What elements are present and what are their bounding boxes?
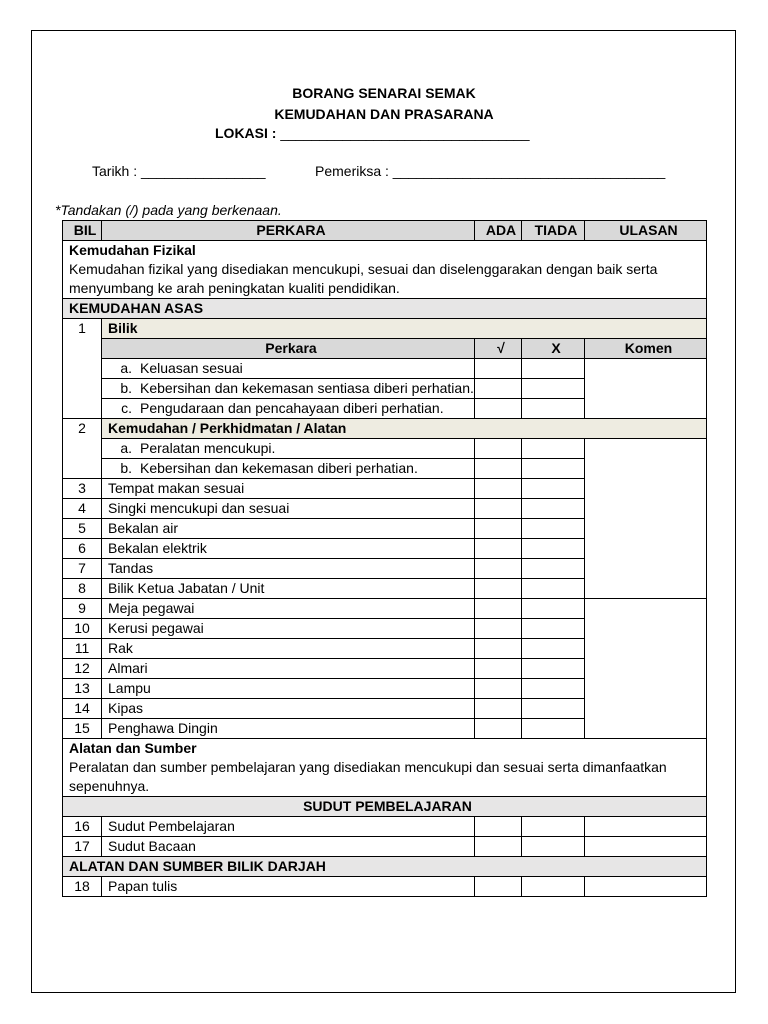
table-row	[63, 817, 707, 837]
item-kemudahan-label: Kemudahan / Perkhidmatan / Alatan	[102, 419, 707, 439]
tiada-checkbox[interactable]	[522, 559, 585, 579]
table-row	[63, 359, 707, 379]
section-alatan	[63, 739, 707, 797]
ada-checkbox[interactable]	[475, 379, 522, 399]
row-number: 3	[63, 479, 102, 499]
tiada-checkbox[interactable]	[522, 877, 585, 897]
tiada-checkbox[interactable]	[522, 817, 585, 837]
row-number: 4	[63, 499, 102, 519]
tiada-checkbox[interactable]	[522, 519, 585, 539]
table-row	[63, 599, 707, 619]
section-fizikal-desc: Kemudahan fizikal yang disediakan mencukupi, sesuai dan diselenggarakan dengan baik serta menyumbang ke arah peningkatan kualiti pendidikan.	[69, 261, 658, 296]
ada-checkbox[interactable]	[475, 659, 522, 679]
row-number: 11	[63, 639, 102, 659]
ada-checkbox[interactable]	[475, 519, 522, 539]
tiada-checkbox[interactable]	[522, 459, 585, 479]
ada-checkbox[interactable]	[475, 719, 522, 739]
section-fizikal	[63, 241, 707, 299]
tiada-checkbox[interactable]	[522, 379, 585, 399]
ulasan-field[interactable]	[585, 877, 707, 897]
row-text: Sudut Pembelajaran	[102, 817, 475, 837]
sub-header-row	[63, 339, 707, 359]
section-alatan-desc: Peralatan dan sumber pembelajaran yang disediakan mencukupi dan sesuai serta dimanfaatkan sepenuhnya.	[69, 759, 667, 794]
sub-header-perkara: Perkara	[102, 339, 475, 359]
sub-text: Peralatan mencukupi.	[140, 440, 276, 456]
row-text: Meja pegawai	[102, 599, 475, 619]
row-text: Kipas	[102, 699, 475, 719]
ada-checkbox[interactable]	[475, 579, 522, 599]
ada-checkbox[interactable]	[475, 619, 522, 639]
ada-checkbox[interactable]	[475, 439, 522, 459]
row-number: 7	[63, 559, 102, 579]
row-number: 5	[63, 519, 102, 539]
sub-header-cross: X	[522, 339, 585, 359]
sub-text: Pengudaraan dan pencahayaan diberi perhatian.	[140, 400, 444, 416]
row-text: Kerusi pegawai	[102, 619, 475, 639]
section-bilik-darjah	[63, 857, 707, 877]
tiada-checkbox[interactable]	[522, 399, 585, 419]
sub-letter: c.	[121, 400, 132, 416]
row-text: Singki mencukupi dan sesuai	[102, 499, 475, 519]
tiada-checkbox[interactable]	[522, 679, 585, 699]
row-number: 14	[63, 699, 102, 719]
row-text: Tandas	[102, 559, 475, 579]
sub-letter: b.	[120, 460, 132, 476]
ada-checkbox[interactable]	[475, 479, 522, 499]
table-row	[63, 877, 707, 897]
tiada-checkbox[interactable]	[522, 479, 585, 499]
row-number: 8	[63, 579, 102, 599]
table-row	[63, 837, 707, 857]
tiada-checkbox[interactable]	[522, 499, 585, 519]
tiada-checkbox[interactable]	[522, 579, 585, 599]
row-text: Bekalan air	[102, 519, 475, 539]
row-text: Almari	[102, 659, 475, 679]
row-text: Tempat makan sesuai	[102, 479, 475, 499]
row-number: 12	[63, 659, 102, 679]
ada-checkbox[interactable]	[475, 599, 522, 619]
tiada-checkbox[interactable]	[522, 699, 585, 719]
ada-checkbox[interactable]	[475, 359, 522, 379]
sub-header-komen: Komen	[585, 339, 707, 359]
row-text: Rak	[102, 639, 475, 659]
header-bil: BIL	[63, 221, 102, 241]
lokasi-label: LOKASI :	[215, 125, 277, 141]
row-text: Bekalan elektrik	[102, 539, 475, 559]
ulasan-field[interactable]	[585, 817, 707, 837]
ada-checkbox[interactable]	[475, 639, 522, 659]
sub-letter: a.	[120, 440, 132, 456]
row-number: 18	[63, 877, 102, 897]
section-fizikal-title: Kemudahan Fizikal	[69, 242, 196, 258]
section-sudut	[63, 797, 707, 817]
row-text: Papan tulis	[102, 877, 475, 897]
tarikh-field[interactable]: Tarikh : ________________	[92, 163, 266, 179]
row-number: 2	[63, 419, 102, 479]
ada-checkbox[interactable]	[475, 817, 522, 837]
tiada-checkbox[interactable]	[522, 599, 585, 619]
tiada-checkbox[interactable]	[522, 659, 585, 679]
ada-checkbox[interactable]	[475, 877, 522, 897]
tiada-checkbox[interactable]	[522, 639, 585, 659]
tiada-checkbox[interactable]	[522, 539, 585, 559]
form-title: BORANG SENARAI SEMAK	[292, 85, 476, 101]
sub-letter: a.	[120, 360, 132, 376]
row-number: 1	[63, 319, 102, 419]
header-tiada: TIADA	[522, 221, 585, 241]
sub-text: Keluasan sesuai	[140, 360, 243, 376]
ada-checkbox[interactable]	[475, 559, 522, 579]
sub-header-tick: √	[475, 339, 522, 359]
ada-checkbox[interactable]	[475, 399, 522, 419]
ada-checkbox[interactable]	[475, 837, 522, 857]
instruction-note: *Tandakan (/) pada yang berkenaan.	[55, 202, 282, 218]
table-row	[63, 419, 707, 439]
row-text: Bilik Ketua Jabatan / Unit	[102, 579, 475, 599]
section-bilik-darjah-title: ALATAN DAN SUMBER BILIK DARJAH	[63, 857, 707, 877]
header-perkara: PERKARA	[102, 221, 475, 241]
header-ada: ADA	[475, 221, 522, 241]
row-number: 17	[63, 837, 102, 857]
tiada-checkbox[interactable]	[522, 359, 585, 379]
ada-checkbox[interactable]	[475, 539, 522, 559]
table-row	[63, 439, 707, 459]
sub-letter: b.	[120, 380, 132, 396]
ulasan-field[interactable]	[585, 439, 707, 599]
header-ulasan: ULASAN	[585, 221, 707, 241]
row-text: Lampu	[102, 679, 475, 699]
ada-checkbox[interactable]	[475, 499, 522, 519]
row-number: 13	[63, 679, 102, 699]
ulasan-field[interactable]	[585, 837, 707, 857]
ada-checkbox[interactable]	[475, 699, 522, 719]
row-text: Penghawa Dingin	[102, 719, 475, 739]
row-text: Sudut Bacaan	[102, 837, 475, 857]
section-asas-title: KEMUDAHAN ASAS	[63, 299, 707, 319]
tiada-checkbox[interactable]	[522, 837, 585, 857]
sub-text: Kebersihan dan kekemasan sentiasa diberi perhatian.	[140, 380, 474, 396]
item-bilik-label: Bilik	[102, 319, 707, 339]
tiada-checkbox[interactable]	[522, 439, 585, 459]
checklist-table	[62, 220, 707, 897]
ada-checkbox[interactable]	[475, 459, 522, 479]
row-number: 6	[63, 539, 102, 559]
row-number: 10	[63, 619, 102, 639]
komen-field[interactable]	[585, 359, 707, 419]
tiada-checkbox[interactable]	[522, 719, 585, 739]
table-header-row	[63, 221, 707, 241]
ulasan-field[interactable]	[585, 599, 707, 739]
sub-text: Kebersihan dan kekemasan diberi perhatian.	[140, 460, 418, 476]
row-number: 9	[63, 599, 102, 619]
pemeriksa-field[interactable]: Pemeriksa : ___________________________________	[315, 163, 666, 179]
ada-checkbox[interactable]	[475, 679, 522, 699]
table-row	[63, 319, 707, 339]
row-number: 15	[63, 719, 102, 739]
section-sudut-title: SUDUT PEMBELAJARAN	[63, 797, 707, 817]
row-number: 16	[63, 817, 102, 837]
tiada-checkbox[interactable]	[522, 619, 585, 639]
lokasi-field[interactable]	[215, 124, 530, 142]
section-alatan-title: Alatan dan Sumber	[69, 740, 197, 756]
section-asas	[63, 299, 707, 319]
lokasi-line: ________________________________	[276, 125, 530, 141]
form-subtitle: KEMUDAHAN DAN PRASARANA	[274, 106, 494, 122]
